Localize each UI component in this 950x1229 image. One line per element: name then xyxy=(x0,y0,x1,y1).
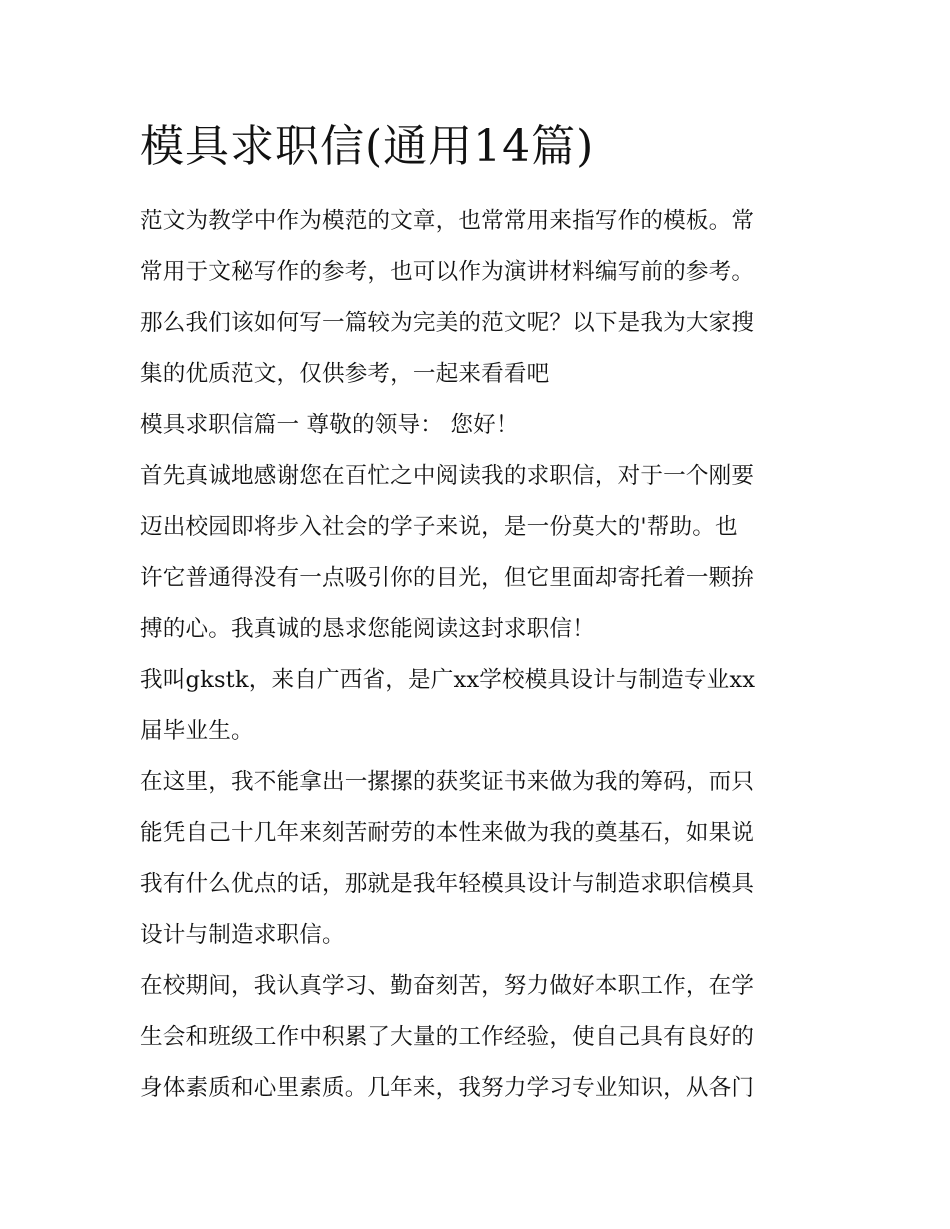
body-line: 许它普通得没有一点吸引你的目光，但它里面却寄托着一颗拚 xyxy=(140,565,755,591)
body-line: 那么我们该如何写一篇较为完美的范文呢？以下是我为大家搜 xyxy=(140,310,755,336)
body-line: 我有什么优点的话，那就是我年轻模具设计与制造求职信模具 xyxy=(140,871,755,897)
document-title: 模具求职信(通用14篇) xyxy=(140,121,595,172)
body-line: 在校期间，我认真学习、勤奋刻苦，努力做好本职工作，在学 xyxy=(140,973,755,999)
body-line: 身体素质和心里素质。几年来，我努力学习专业知识，从各门 xyxy=(140,1075,755,1101)
body-line: 常用于文秘写作的参考，也可以作为演讲材料编写前的参考。 xyxy=(140,259,755,285)
body-line: 我叫gkstk，来自广西省，是广xx学校模具设计与制造专业xx xyxy=(140,667,756,693)
body-line: 迈出校园即将步入社会的学子来说，是一份莫大的'帮助。也 xyxy=(140,514,738,540)
body-line: 届毕业生。 xyxy=(140,718,254,744)
body-line: 生会和班级工作中积累了大量的工作经验，使自己具有良好的 xyxy=(140,1024,755,1050)
body-line: 设计与制造求职信。 xyxy=(140,922,345,948)
section-heading-line: 模具求职信篇一 尊敬的领导： 您好！ xyxy=(140,412,519,438)
body-line: 搏的心。我真诚的恳求您能阅读这封求职信！ xyxy=(140,616,595,642)
body-line: 范文为教学中作为模范的文章，也常常用来指写作的模板。常 xyxy=(140,208,755,234)
body-line: 集的优质范文，仅供参考，一起来看看吧 xyxy=(140,361,550,387)
body-line: 能凭自己十几年来刻苦耐劳的本性来做为我的奠基石，如果说 xyxy=(140,820,755,846)
document-body xyxy=(140,196,812,1114)
body-line: 首先真诚地感谢您在百忙之中阅读我的求职信，对于一个刚要 xyxy=(140,463,755,489)
body-line: 在这里，我不能拿出一摞摞的获奖证书来做为我的筹码，而只 xyxy=(140,769,755,795)
